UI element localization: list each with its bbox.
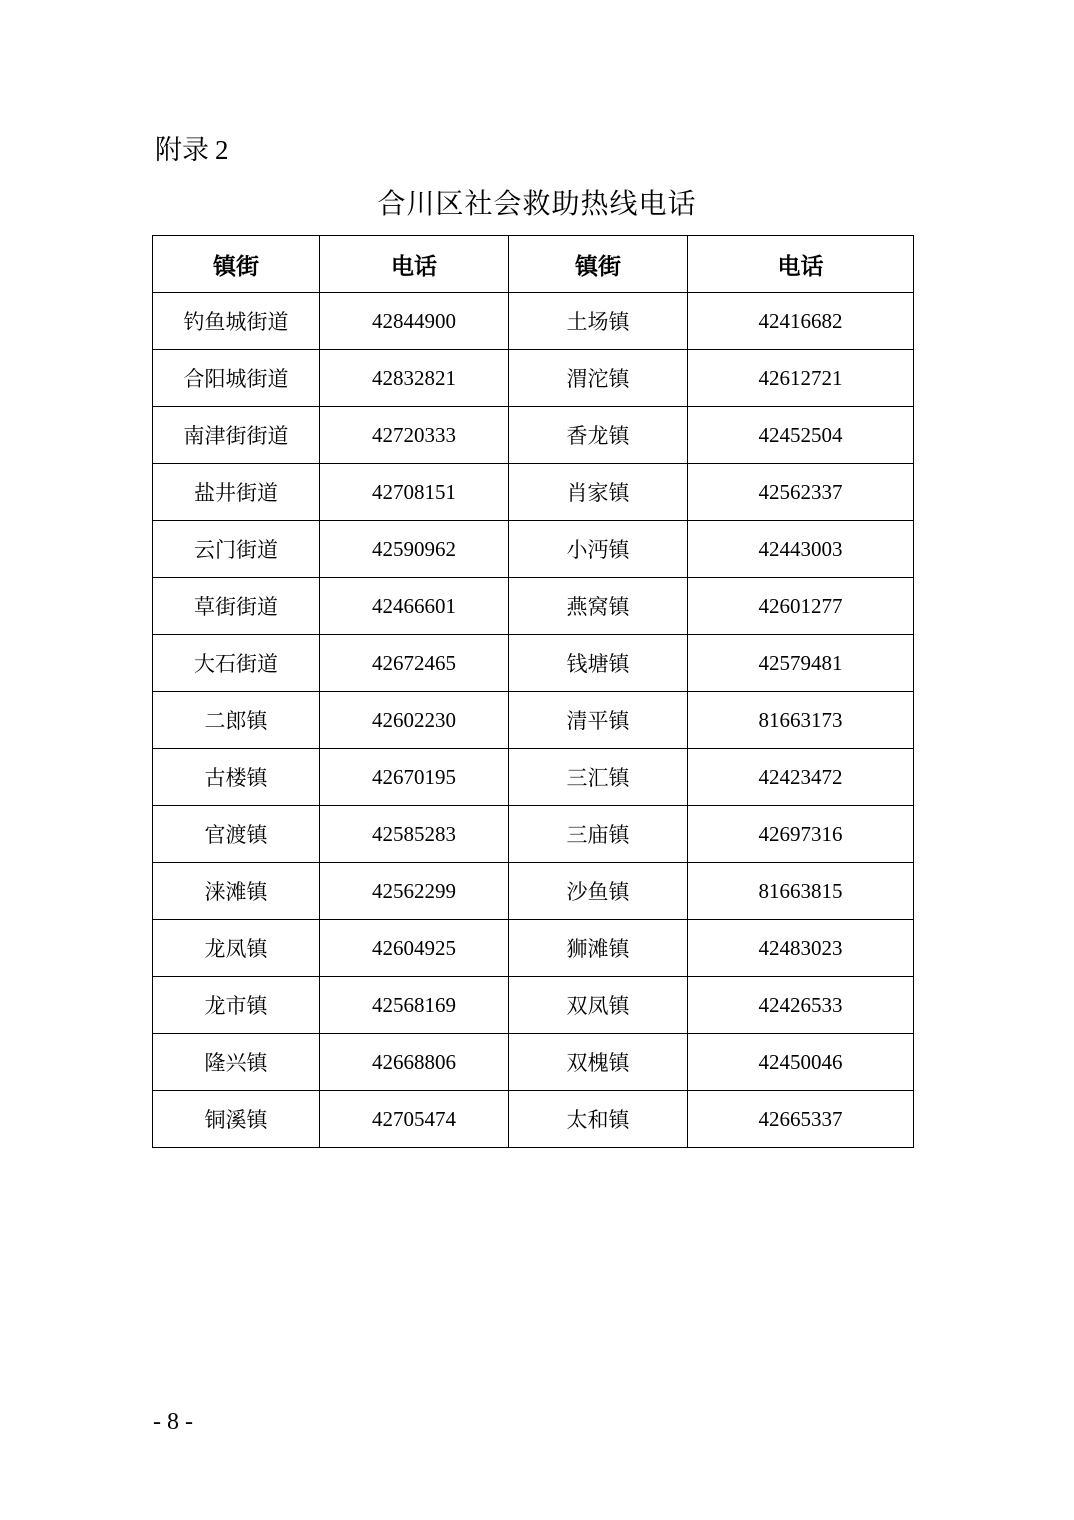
town-cell: 燕窝镇 <box>509 578 688 635</box>
phone-cell: 42466601 <box>320 578 509 635</box>
table-row <box>153 977 914 1034</box>
town-cell: 土场镇 <box>509 293 688 350</box>
phone-cell: 42579481 <box>688 635 914 692</box>
phone-cell: 42562337 <box>688 464 914 521</box>
town-cell: 三汇镇 <box>509 749 688 806</box>
town-cell: 渭沱镇 <box>509 350 688 407</box>
phone-cell: 42416682 <box>688 293 914 350</box>
town-cell: 龙市镇 <box>153 977 320 1034</box>
phone-cell: 81663815 <box>688 863 914 920</box>
table-row <box>153 578 914 635</box>
town-cell: 盐井街道 <box>153 464 320 521</box>
page-number: - 8 - <box>153 1409 193 1435</box>
phone-cell: 42604925 <box>320 920 509 977</box>
phone-cell: 42832821 <box>320 350 509 407</box>
phone-cell: 42562299 <box>320 863 509 920</box>
table-row <box>153 749 914 806</box>
town-cell: 合阳城街道 <box>153 350 320 407</box>
phone-cell: 42590962 <box>320 521 509 578</box>
town-cell: 云门街道 <box>153 521 320 578</box>
appendix-heading <box>155 132 229 169</box>
phone-cell: 42697316 <box>688 806 914 863</box>
header-phone-1: 电话 <box>320 236 509 293</box>
town-cell: 涞滩镇 <box>153 863 320 920</box>
table-row <box>153 692 914 749</box>
town-cell: 草街街道 <box>153 578 320 635</box>
town-cell: 小沔镇 <box>509 521 688 578</box>
town-cell: 古楼镇 <box>153 749 320 806</box>
phone-cell: 42708151 <box>320 464 509 521</box>
phone-cell: 42601277 <box>688 578 914 635</box>
appendix-label: 附录 <box>155 135 209 166</box>
table-row <box>153 464 914 521</box>
phone-cell: 42568169 <box>320 977 509 1034</box>
town-cell: 三庙镇 <box>509 806 688 863</box>
phone-cell: 42665337 <box>688 1091 914 1148</box>
appendix-number: 2 <box>215 135 229 165</box>
town-cell: 大石街道 <box>153 635 320 692</box>
town-cell: 南津街街道 <box>153 407 320 464</box>
table-row <box>153 350 914 407</box>
header-town-1: 镇街 <box>153 236 320 293</box>
town-cell: 隆兴镇 <box>153 1034 320 1091</box>
phone-cell: 42844900 <box>320 293 509 350</box>
town-cell: 龙凤镇 <box>153 920 320 977</box>
phone-cell: 42720333 <box>320 407 509 464</box>
table-row <box>153 521 914 578</box>
town-cell: 香龙镇 <box>509 407 688 464</box>
table-header-row <box>153 236 914 293</box>
phone-cell: 42450046 <box>688 1034 914 1091</box>
table-row <box>153 1034 914 1091</box>
town-cell: 狮滩镇 <box>509 920 688 977</box>
phone-cell: 81663173 <box>688 692 914 749</box>
hotline-table <box>152 235 914 1148</box>
table-row <box>153 635 914 692</box>
table-row <box>153 806 914 863</box>
table-body <box>153 293 914 1148</box>
phone-cell: 42612721 <box>688 350 914 407</box>
phone-cell: 42670195 <box>320 749 509 806</box>
phone-cell: 42585283 <box>320 806 509 863</box>
table-row <box>153 407 914 464</box>
header-phone-2: 电话 <box>688 236 914 293</box>
town-cell: 太和镇 <box>509 1091 688 1148</box>
phone-cell: 42602230 <box>320 692 509 749</box>
table-row <box>153 920 914 977</box>
town-cell: 沙鱼镇 <box>509 863 688 920</box>
table-row <box>153 863 914 920</box>
phone-cell: 42672465 <box>320 635 509 692</box>
phone-cell: 42452504 <box>688 407 914 464</box>
phone-cell: 42443003 <box>688 521 914 578</box>
town-cell: 肖家镇 <box>509 464 688 521</box>
town-cell: 官渡镇 <box>153 806 320 863</box>
town-cell: 铜溪镇 <box>153 1091 320 1148</box>
town-cell: 钓鱼城街道 <box>153 293 320 350</box>
table-row <box>153 293 914 350</box>
town-cell: 清平镇 <box>509 692 688 749</box>
header-town-2: 镇街 <box>509 236 688 293</box>
table-row <box>153 1091 914 1148</box>
town-cell: 双凤镇 <box>509 977 688 1034</box>
phone-cell: 42426533 <box>688 977 914 1034</box>
phone-cell: 42668806 <box>320 1034 509 1091</box>
page-title: 合川区社会救助热线电话 <box>377 187 697 220</box>
phone-cell: 42423472 <box>688 749 914 806</box>
town-cell: 二郎镇 <box>153 692 320 749</box>
town-cell: 双槐镇 <box>509 1034 688 1091</box>
phone-cell: 42483023 <box>688 920 914 977</box>
phone-cell: 42705474 <box>320 1091 509 1148</box>
town-cell: 钱塘镇 <box>509 635 688 692</box>
